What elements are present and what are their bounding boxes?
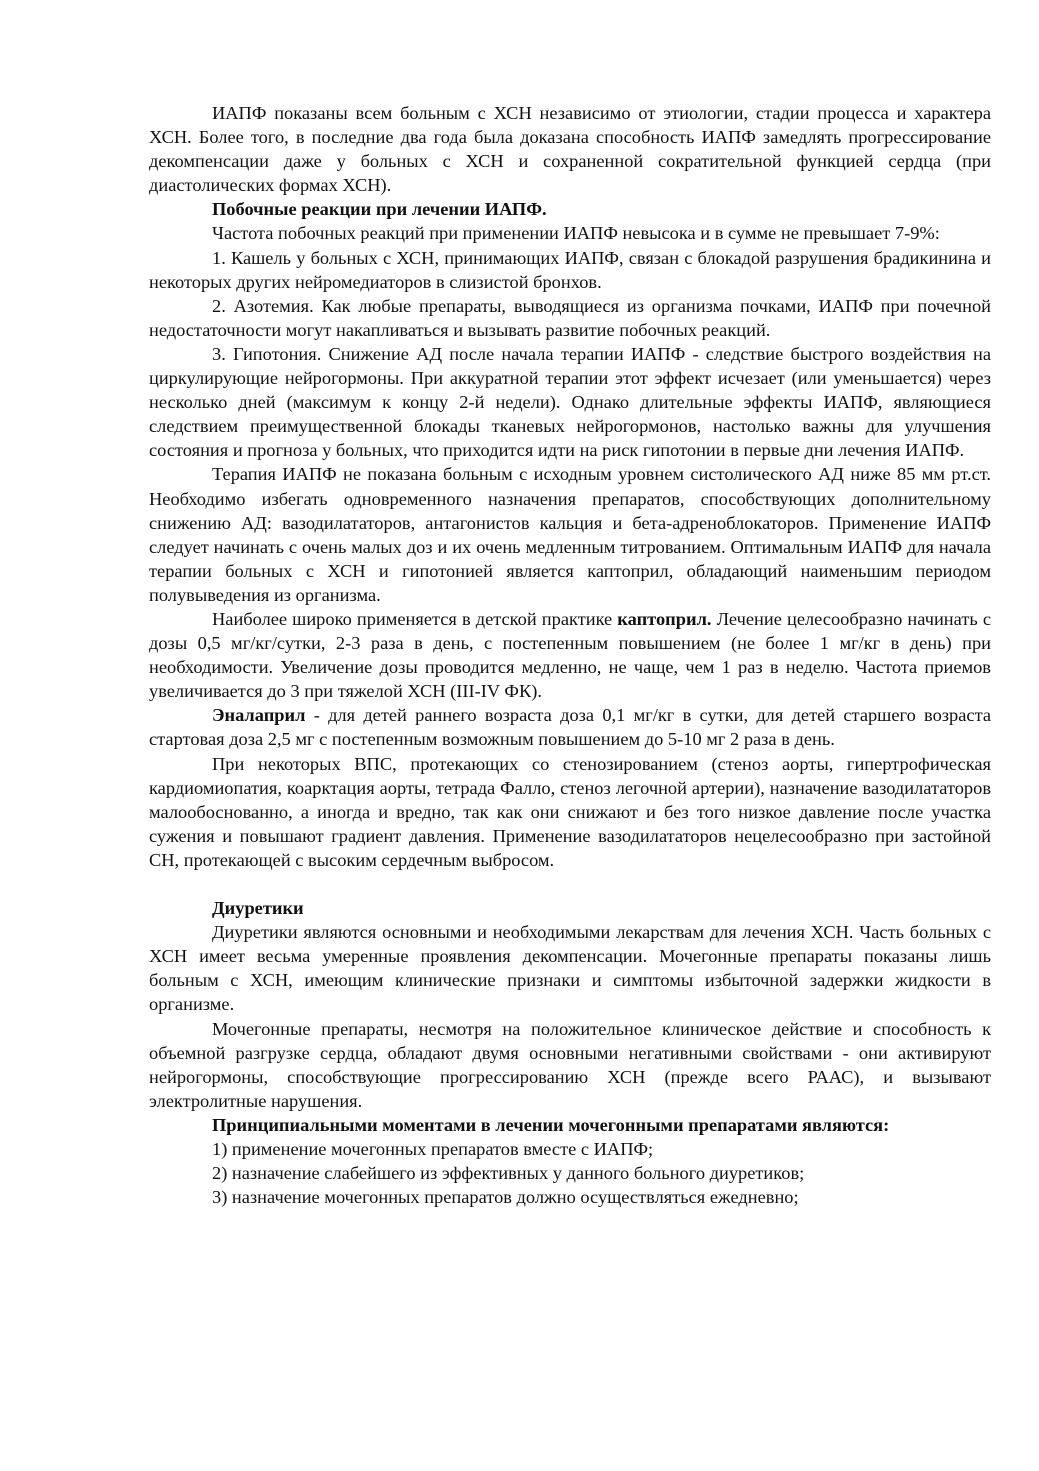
paragraph-indications: ИАПФ показаны всем больным с ХСН независимо от этиологии, стадии процесса и характера ХСН. Более того, в последние два года была доказана способность ИАПФ замедлять прогрессирование декомпенсации даже у больных с ХСН и сохраненной сократительной функцией сердца (при диастолических формах ХСН). xyxy=(149,103,991,196)
blank-line xyxy=(149,872,991,896)
list-item: 1) применение мочегонных препаратов вместе с ИАПФ; xyxy=(212,1139,654,1160)
paragraph-enalapril xyxy=(149,703,991,751)
document-page xyxy=(149,101,991,1209)
paragraph-stenosis: При некоторых ВПС, протекающих со стенозированием (стеноз аорты, гипертрофическая кардиомиопатия, коарктация аорты, тетрада Фалло, стеноз легочной артерии), назначение вазодилататоров малообоснованно, а иногда и вредно, так как они снижают и без того низкое давление после участка сужения и повышают градиент давления. Применение вазодилататоров нецелесообразно при застойной СН, протекающей с высоким сердечным выбросом. xyxy=(149,753,991,870)
paragraph-captopril xyxy=(149,607,991,703)
captopril-name: каптоприл. xyxy=(617,608,712,629)
paragraph-diuretics-intro: Диуретики являются основными и необходимыми лекарствам для лечения ХСН. Часть больных с ХСН имеет весьма умеренные проявления декомпенсации. Мочегонные препараты показаны лишь больным с ХСН, имеющим клинические признаки и симптомы избыточной задержки жидкости в организме. xyxy=(149,922,991,1015)
paragraph-diuretics-effects: Мочегонные препараты, несмотря на положительное клиническое действие и способность к объемной разгрузке сердца, обладают двумя основными негативными свойствами - они активируют нейрогормоны, способствующие прогрессированию ХСН (прежде всего РААС), и вызывают электролитные нарушения. xyxy=(149,1018,991,1111)
heading-principles: Принципиальными моментами в лечении мочегонными препаратами являются: xyxy=(212,1114,890,1135)
captopril-intro: Наиболее широко применяется в детской практике xyxy=(212,608,618,629)
enalapril-name: Эналаприл xyxy=(212,705,306,726)
paragraph-side-effects-frequency: Частота побочных реакций при применении ИАПФ невысока и в сумме не превышает 7-9%: xyxy=(212,223,940,244)
list-item: 3) назначение мочегонных препаратов должно осуществляться ежедневно; xyxy=(212,1187,799,1208)
list-item: 2) назначение слабейшего из эффективных у данного больного диуретиков; xyxy=(212,1163,805,1184)
captopril-dosing: Лечение целесообразно начинать с дозы 0,5 мг/кг/сутки, 2-3 раза в день, с постепенным повышением (не более 1 мг/кг в день) при необходимости. Увеличение дозы проводится медленно, не чаще, чем 1 раз в неделю. Частота приемов увеличивается до 3 при тяжелой ХСН (III-IV ФК). xyxy=(149,608,991,702)
paragraph-hypotension: 3. Гипотония. Снижение АД после начала терапии ИАПФ - следствие быстрого воздействия на циркулирующие нейрогормоны. При аккуратной терапии этот эффект исчезает (или уменьшается) через несколько дней (максимум к концу 2-й недели). Однако длительные эффекты ИАПФ, являющиеся следствием преимущественной блокады тканевых нейрогормонов, настолько важны для улучшения состояния и прогноза у больных, что приходится идти на риск гипотонии в первые дни лечения ИАПФ. xyxy=(149,343,991,461)
paragraph-contraindications: Терапия ИАПФ не показана больным с исходным уровнем систолического АД ниже 85 мм рт.ст. Необходимо избегать одновременного назначения препаратов, способствующих дополнительному снижению АД: вазодилататоров, антагонистов кальция и бета-адреноблокаторов. Применение ИАПФ следует начинать с очень малых доз и их очень медленным титрованием. Оптимальным ИАПФ для начала терапии больных с ХСН и гипотонией является каптоприл, обладающий наименьшим периодом полувыведения из организма. xyxy=(149,464,991,605)
enalapril-dosing: - для детей раннего возраста доза 0,1 мг/кг в сутки, для детей старшего возраста стартовая доза 2,5 мг с постепенным возможным повышением до 5-10 мг 2 раза в день. xyxy=(149,705,991,750)
paragraph-cough: 1. Кашель у больных с ХСН, принимающих ИАПФ, связан с блокадой разрушения брадикинина и некоторых других нейромедиаторов в слизистой бронхов. xyxy=(149,247,991,292)
heading-diuretics: Диуретики xyxy=(212,898,304,919)
paragraph-azotemia: 2. Азотемия. Как любые препараты, выводящиеся из организма почками, ИАПФ при почечной недостаточности могут накапливаться и вызывать развитие побочных реакций. xyxy=(149,295,991,340)
heading-side-effects: Побочные реакции при лечении ИАПФ. xyxy=(212,199,547,220)
